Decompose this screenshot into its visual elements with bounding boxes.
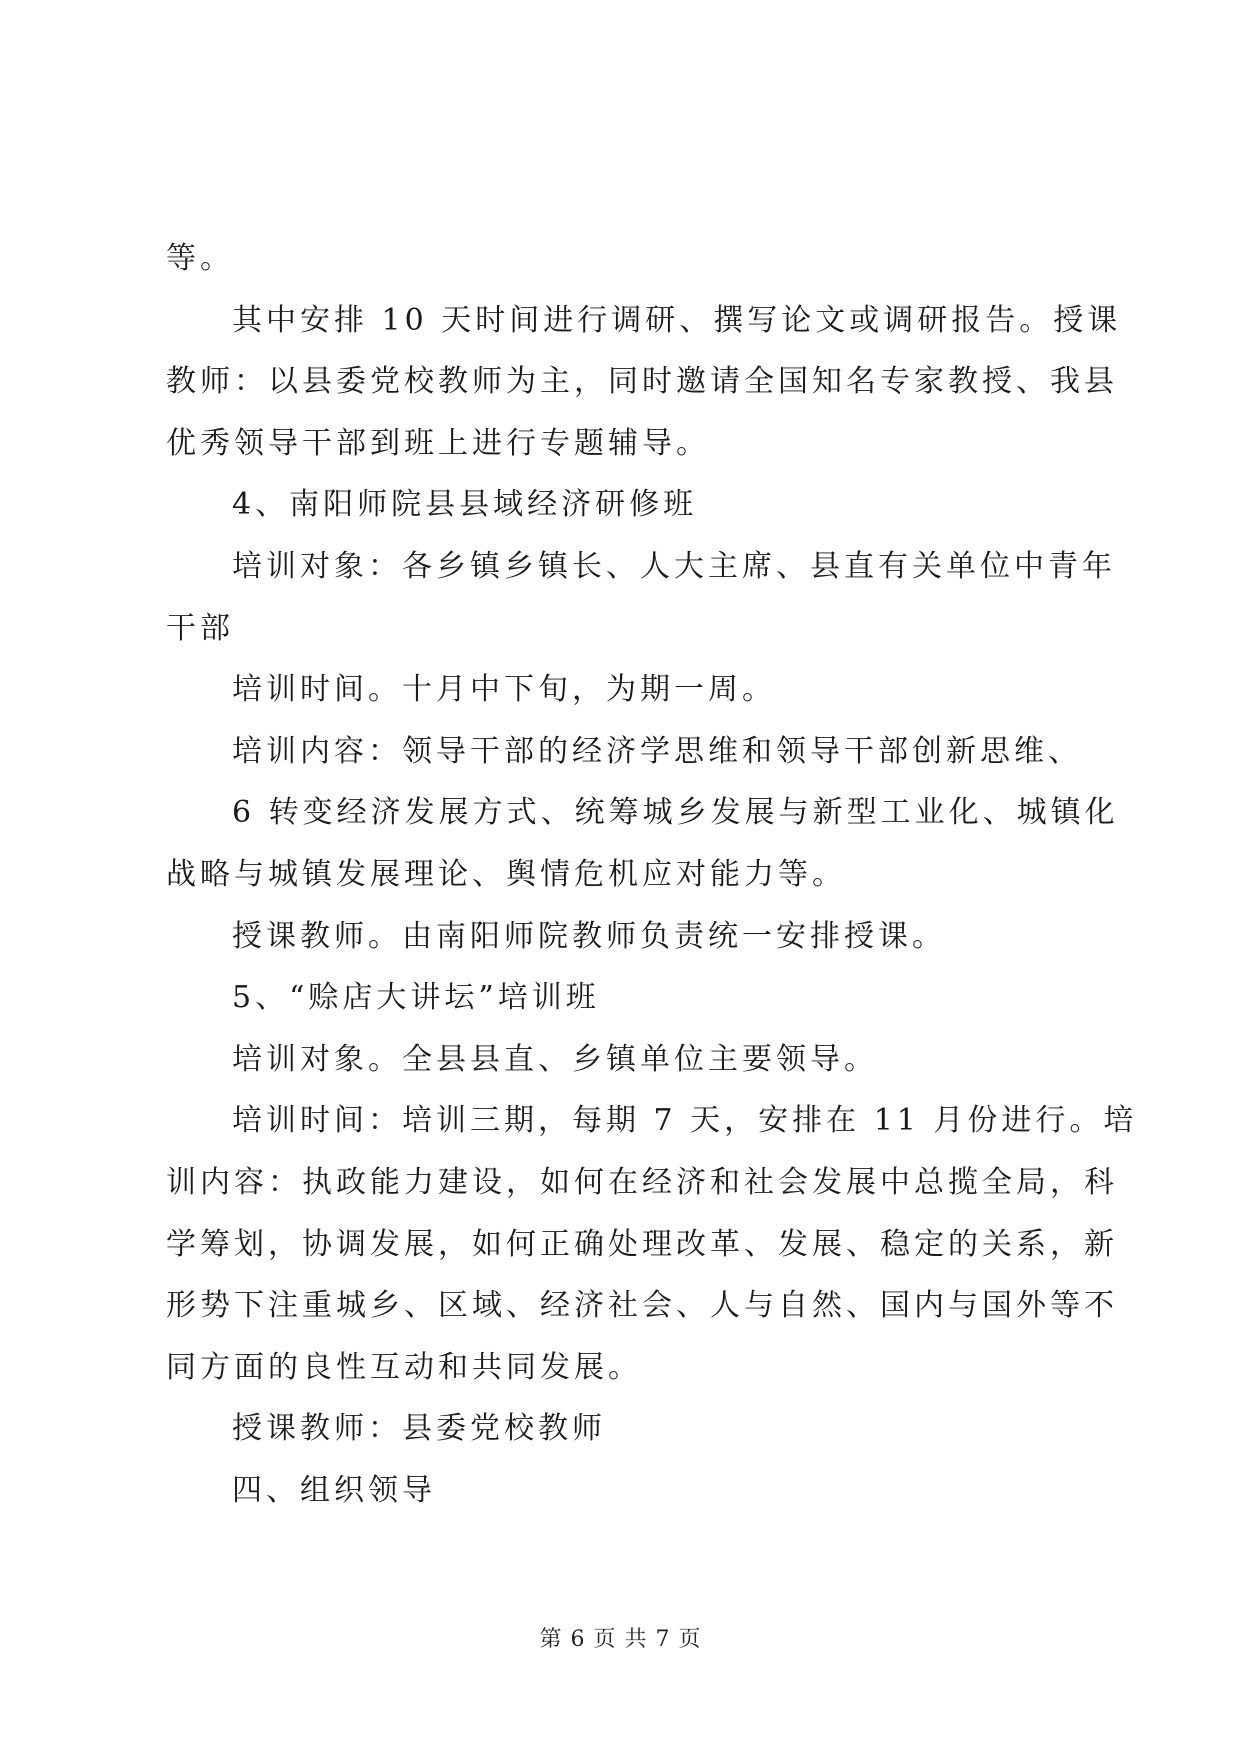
section-heading: 4、南阳师院县县域经济研修班 <box>232 487 698 523</box>
text-line: 其中安排 10 天时间进行调研、撰写论文或调研报告。授课 <box>232 302 1122 338</box>
text-line: 同方面的良性互动和共同发展。 <box>166 1349 642 1385</box>
text-line: 优秀领导干部到班上进行专题辅导。 <box>166 425 710 461</box>
text-line: 战略与城镇发展理论、舆情危机应对能力等。 <box>166 856 846 892</box>
text-line: 形势下注重城乡、区域、经济社会、人与自然、国内与国外等不 <box>166 1288 1118 1324</box>
section-heading: 5、“赊店大讲坛”培训班 <box>232 980 600 1016</box>
section-heading: 四、组织领导 <box>232 1472 436 1508</box>
text-line: 干部 <box>166 610 234 646</box>
text-line: 授课教师：县委党校教师 <box>232 1411 606 1447</box>
text-line: 培训时间。十月中下旬，为期一周。 <box>232 672 776 708</box>
text-line: 等。 <box>166 241 234 276</box>
document-body <box>166 228 1138 1521</box>
text-line: 培训对象。全县县直、乡镇单位主要领导。 <box>232 1041 878 1077</box>
text-line: 培训内容：领导干部的经济学思维和领导干部创新思维、 <box>232 733 1082 769</box>
text-line: 教师：以县委党校教师为主，同时邀请全国知名专家教授、我县 <box>166 364 1118 400</box>
text-line: 授课教师。由南阳师院教师负责统一安排授课。 <box>232 918 946 954</box>
page-footer: 第 6 页 共 7 页 <box>539 1627 702 1652</box>
text-line: 培训对象：各乡镇乡镇长、人大主席、县直有关单位中青年 <box>232 548 1116 584</box>
text-line: 6 转变经济发展方式、统筹城乡发展与新型工业化、城镇化 <box>232 795 1119 831</box>
text-line: 学筹划，协调发展，如何正确处理改革、发展、稳定的关系，新 <box>166 1226 1118 1262</box>
text-line: 培训时间：培训三期，每期 7 天，安排在 11 月份进行。培 <box>232 1103 1138 1139</box>
text-line: 训内容：执政能力建设，如何在经济和社会发展中总揽全局，科 <box>166 1164 1118 1200</box>
